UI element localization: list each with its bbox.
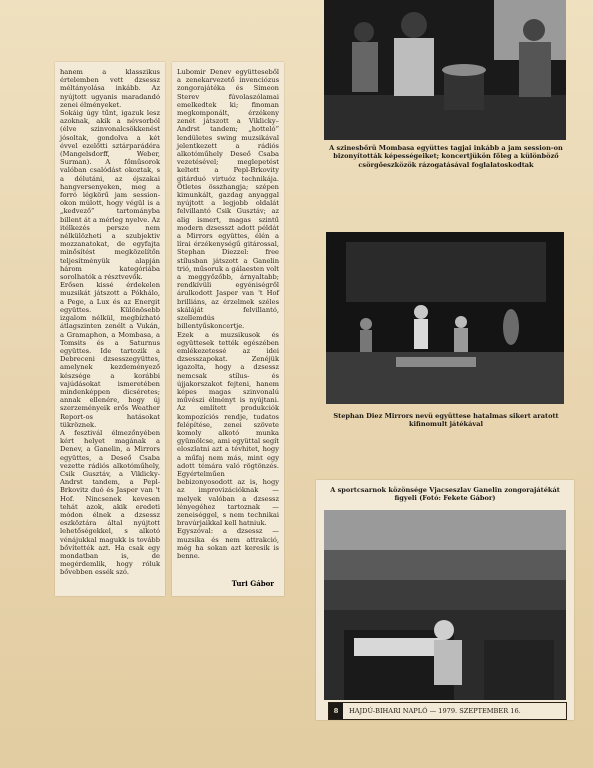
article-column-2: [172, 62, 284, 596]
photo-ganelin: [324, 510, 566, 700]
newspaper-source: HAJDÚ-BIHARI NAPLÓ — 1979. SZEPTEMBER 16.: [349, 707, 521, 715]
article-signature: Turi Gábor: [231, 579, 274, 588]
caption-mombasa: A szinesbőrü Mombasa együttes tagjai inkább a jam session-on bizonyították képességeiket; koncertjükön főleg a különböző csörgőeszközök rázogatásával foglalatoskodtak: [329, 144, 563, 169]
photo-mirrors: [326, 232, 564, 404]
article-text-2: Lubomir Denev együtteseből a zenekarvezető invenciózus zongorajátéka és Simeon Sterev fúvolaszólamai emelkedtek ki; finoman megkomponált, érzékeny zenét játszott a Viklicky–Andrst tandem; „hotteló” lendületes swing muzsikával jelentkezett a rádiós alkotóműhely Deseő Csaba vezetésével; meglepetést keltett a Pepl-Brkovity gitárduó virtuóz technikája. Ötletes összhangja; szépen kimunkált, gazdag anyaggal nyújtott a legjobb oldalát felvillantó Csik Gusztáv; az alig ismert, magas szintű modern dzsesszt adott példát a Mirrors együttes, élén a lírai érzékenységű gitárossal, Stephan Diezzel: free stílusban játszott a Ganelin trió, műsoruk a gálaesten volt a meggyőzőbb, árnyaltabb; rendkívüli egyéniségről árulkodott Jasper van 't Hof brilliáns, az érzelmek széles skáláját felvillantó, szellemdús billentyűskoncertje. Ezek a muzsikusok és együttesek tették egészében emlékezetessé az idei dzsesszapokat. Zenéjük igazolta, hogy a dzsessz nemcsak stílus- és újjakorszakot fejteni, hanem képes magas szinvonalú művészi élményt is nyújtani. Az említett produkciók kompozíciós rendje, tudatos felépítése, zenei szövete komoly alkotó munka gyümölcse, ami együttal segít eloszlatni azt a tévhitet, hogy a műfaj nem más, mint egy adott témára való rögtönzés. Egyértelműen bebizonyosodott az is, hogy az improvizációknak — melyek valóban a dzsessz lényegéhez tartoznak — zeneiséggel, s nem technikai bravúrjaikkal kell hatniuk. Egyszóval: a dzsessz — muzsika és nem attrakció, még ha sokan azt keresik is benne.: [177, 68, 279, 560]
page-number: 8: [329, 703, 343, 719]
article-column-1: [55, 62, 165, 596]
caption-mirrors: Stephan Diez Mirrors nevü együttese hatalmas sikert aratott kifinomult játékával: [333, 412, 559, 429]
photo-mombasa: [324, 0, 566, 140]
newspaper-footer: [328, 702, 567, 720]
article-text-1: hanem a klasszikus értelemben vett dzsessz méltányolása inkább. Az nyújtott ugyanis maradandó zenei élményeket. Sokáig úgy tűnt, igazuk lesz azoknak, akik a névsorból (élve szinvonalcsökkenést jósoltak, gondolva a két évvel ezelőtti sztárparádéra (Mangelsdorff, Weber, Surman). A főműsorok valóban csalódást okoztak, s a délutáni, az éjszakai hangversenyeken, meg a forró légkörű jam session-okon múlott, hogy végül is a „kedvező” tartományba billent át a mérleg nyelve. Az itélkezés persze nem nélkülözheti a szubjektiv mozzanatokat, de egyfajta minősítést megközelítőn teljesítményük alapján három kategóriába sorolhatók a résztvevők. Erősen kissé érdekelen muzsikát játszott a Pókhálo, a Pege, a Lux és az Energit együttes. Különösebb izgalom nélkül, megbízható átlagszinten zenélt a Vukán, a Gramaphon, a Mombasa, a Tomsits és a Saturnus együttes. Ide tartozik a Debreceni dzsesszegyüttes, amelynek kezdeményező készsége a korábbi vajúdásokat ismeretében mindenképpen dicséretes; annak ellenére, hogy új szerzeményeik erős Weather Report-os hatásokat tükröznek. A fesztivál élmezőnyében kért helyet magának a Denev, a Ganelin, a Mirrors együttes, a Deseő Csaba vezette rádiós alkotóműhely, Csik Gusztáv, a Viklicky-Andrst tandem, a Pepl-Brkovitz duó és Jasper van 't Hof. Nincsenek kevesen tehát azok, akik eredeti módon élnek a dzsessz eszköztára által nyújtott lehetőségekkel, s alkotó vénájukkal magukk is tovább bővítették azt. Ha csak egy mondatban is, de megérdemlik, hogy róluk bővebben essék szó.: [60, 68, 160, 577]
caption-ganelin: A sportcsarnok közönsége Vjacseszlav Ganelin zongorajátékát figyeli (Fotó: Fekete Gábor): [330, 486, 560, 503]
